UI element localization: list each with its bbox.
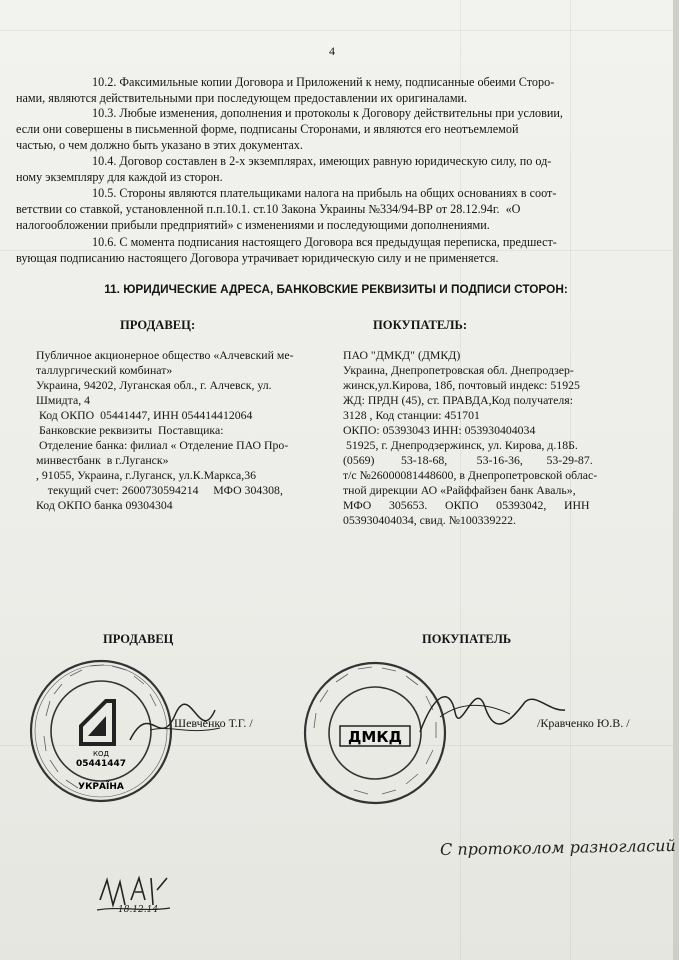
buyer-detail-line: 51925, г. Днепродзержинск, ул. Кирова, д.18Б.: [343, 438, 578, 452]
bleed-line: [0, 30, 679, 31]
seller-detail-line: Украина, 94202, Луганская обл., г. Алчевск, ул.: [36, 378, 272, 392]
buyer-detail-line: жинск,ул.Кирова, 18б, почтовый индекс: 51925: [343, 378, 580, 392]
clause-line: ному экземпляру для каждой из сторон.: [16, 170, 223, 184]
clause-10.6: [16, 234, 626, 266]
stamp-code: 05441447: [75, 759, 127, 769]
buyer-detail-line: Украина, Днепропетровская обл. Днепродзер-: [343, 363, 574, 377]
buyer-stamp-logo: ДМКД: [348, 728, 402, 746]
buyer-signature: [415, 672, 575, 742]
clause-line: нами, являются действительными при последующем предоставлении их оригиналами.: [16, 91, 468, 105]
handwritten-date: 18.12.14: [118, 905, 159, 915]
seller-detail-line: минвестбанк в г.Луганск»: [36, 453, 169, 467]
clause-10.2: [16, 74, 626, 106]
buyer-signature-role: ПОКУПАТЕЛЬ: [422, 632, 512, 646]
clause-line: ветствии со ставкой, установленной п.п.10.1. ст.10 Закона Украины №334/94-ВР от 28.12.94г. «О: [16, 202, 521, 216]
clause-10.4: [16, 153, 626, 185]
clause-line: 10.5. Стороны являются плательщиками налога на прибыль на общих основаниях в соот-: [92, 186, 557, 200]
clause-10.5: [16, 185, 626, 233]
seller-detail-line: Отделение банка: филиал « Отделение ПАО Про-: [36, 438, 289, 452]
clause-line: 10.6. С момента подписания настоящего Договора вся предыдущая переписка, предшест-: [92, 235, 557, 249]
clause-line: если они совершены в письменной форме, подписаны Сторонами, и являются его неотъемлемой: [16, 122, 519, 136]
clause-line: вующая подписанию настоящего Договора утрачивает юридическую силу и не применяется.: [16, 251, 499, 265]
buyer-detail-line: 053930404034, свид. №100339222.: [343, 513, 516, 527]
seller-detail-line: текущий счет: 2600730594214 МФО 304308,: [36, 483, 283, 497]
buyer-detail-line: ЖД: ПРДН (45), ст. ПРАВДА,Код получателя:: [343, 393, 574, 407]
seller-detail-line: Код ОКПО 05441447, ИНН 054414412064: [36, 408, 253, 422]
seller-detail-line: Код ОКПО банка 09304304: [36, 498, 173, 512]
seller-signatory: Шевченко Т.Г. /: [174, 716, 253, 730]
buyer-signatory: /Кравченко Ю.В. /: [537, 716, 630, 730]
seller-detail-line: Банковские реквизиты Поставщика:: [36, 423, 224, 437]
seller-detail-line: таллургический комбинат»: [36, 363, 173, 377]
seller-details: [36, 348, 294, 513]
clause-line: частью, о чем должно быть указано в этих документах.: [16, 138, 303, 152]
handwritten-initials: [95, 870, 175, 930]
buyer-detail-line: 3128 , Код станции: 451701: [343, 408, 480, 422]
buyer-detail-line: т/с №26000081448600, в Днепропетровской облас-: [343, 468, 598, 482]
scan-edge: [673, 0, 679, 960]
buyer-details: [343, 348, 597, 528]
seller-heading: ПРОДАВЕЦ:: [120, 318, 196, 332]
seller-detail-line: , 91055, Украина, г.Луганск, ул.К.Маркса,36: [36, 468, 257, 482]
buyer-heading: ПОКУПАТЕЛЬ:: [373, 318, 468, 332]
page-number: 4: [329, 44, 335, 58]
seller-detail-line: Публичное акционерное общество «Алчевский ме-: [36, 348, 294, 362]
clause-line: налогообложении прибыли предприятий» с изменениями и последующими дополнениями.: [16, 218, 490, 232]
buyer-detail-line: ОКПО: 05393043 ИНН: 053930404034: [343, 423, 536, 437]
clause-10.3: [16, 105, 626, 153]
clause-line: 10.3. Любые изменения, дополнения и протоколы к Договору действительны при условии,: [92, 106, 563, 120]
seller-signature-role: ПРОДАВЕЦ: [103, 632, 174, 646]
stamp-country: УКРАЇНА: [78, 782, 124, 792]
buyer-detail-line: (0569) 53-18-68, 53-16-36, 53-29-87.: [343, 453, 593, 467]
seller-detail-line: Шмидта, 4: [36, 393, 91, 407]
buyer-detail-line: МФО 305653. ОКПО 05393042, ИНН: [343, 498, 590, 512]
handwritten-note: С протоколом разногласий: [439, 835, 676, 860]
stamp-code-label: КОД: [93, 750, 109, 758]
buyer-detail-line: тной дирекции АО «Райффайзен банк Аваль»,: [343, 483, 576, 497]
buyer-detail-line: ПАО "ДМКД" (ДМКД): [343, 348, 461, 362]
section-title: 11. ЮРИДИЧЕСКИЕ АДРЕСА, БАНКОВСКИЕ РЕКВИЗИТЫ И ПОДПИСИ СТОРОН:: [104, 282, 568, 296]
clause-line: 10.4. Договор составлен в 2-х экземплярах, имеющих равную юридическую силу, по од-: [92, 154, 552, 168]
clause-line: 10.2. Факсимильные копии Договора и Приложений к нему, подписанные обеими Сторо-: [92, 75, 555, 89]
